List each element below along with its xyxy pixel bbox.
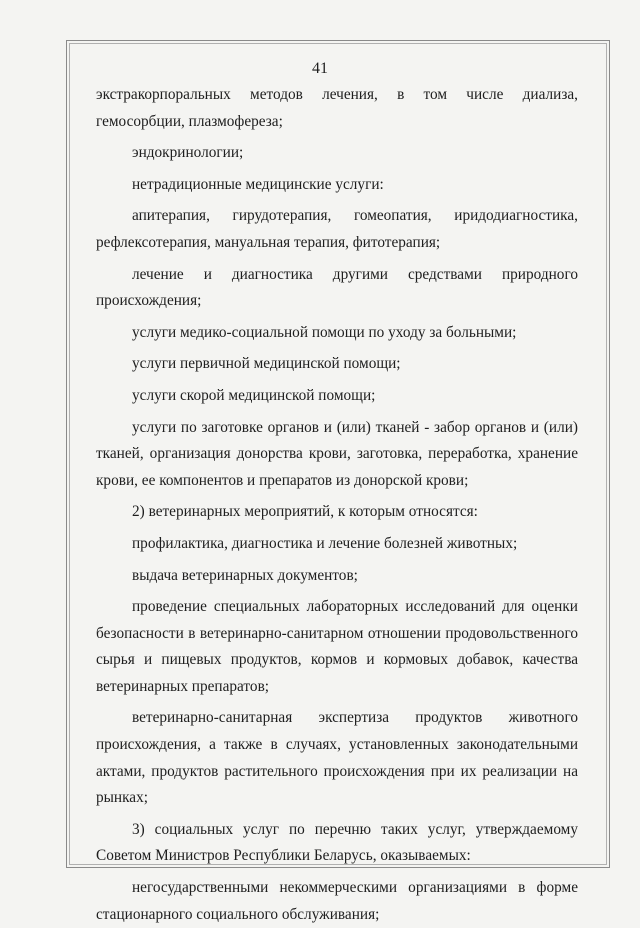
paragraph: негосударственными некоммерческими организациями в форме стационарного социального обслуживания; xyxy=(96,879,578,923)
paragraph: эндокринологии; xyxy=(132,144,244,162)
paragraph: услуги скорой медицинской помощи; xyxy=(132,386,376,404)
paragraph: 2) ветеринарных мероприятий, к которым относятся: xyxy=(132,503,478,521)
paragraph: профилактика, диагностика и лечение болезней животных; xyxy=(132,534,518,552)
paragraph: услуги первичной медицинской помощи; xyxy=(132,355,401,373)
document-body xyxy=(96,82,578,928)
paragraph: проведение специальных лабораторных исследований для оценки безопасности в ветеринарно-санитарном отношении продовольственного сырья и пищевых продуктов, кормов и кормовых добавок, качества ветеринарных препаратов; xyxy=(96,598,578,695)
paragraph: ветеринарно-санитарная экспертиза продуктов животного происхождения, а также в случаях, установленных законодательными актами, продуктов растительного происхождения при их реализации на рынках; xyxy=(96,709,578,807)
paragraph: лечение и диагностика другими средствами природного происхождения; xyxy=(96,265,578,310)
paragraph: 3) социальных услуг по перечню таких услуг, утверждаемому Советом Министров Республики Беларусь, оказываемых: xyxy=(96,820,578,865)
paragraph: нетрадиционные медицинские услуги: xyxy=(132,175,384,193)
paragraph: услуги по заготовке органов и (или) тканей - забор органов и (или) тканей, организация донорства крови, заготовка, переработка, хранение крови, ее компонентов и препаратов из донорской крови; xyxy=(96,418,578,489)
paragraph: апитерапия, гирудотерапия, гомеопатия, иридодиагностика, рефлексотерапия, мануальная терапия, фитотерапия; xyxy=(96,207,578,251)
paragraph: услуги медико-социальной помощи по уходу за больными; xyxy=(132,323,517,341)
paragraph: выдача ветеринарных документов; xyxy=(132,566,358,584)
paragraph: экстракорпоральных методов лечения, в том числе диализа, гемосорбции, плазмофереза; xyxy=(96,86,578,130)
page-number: 41 xyxy=(312,60,328,77)
